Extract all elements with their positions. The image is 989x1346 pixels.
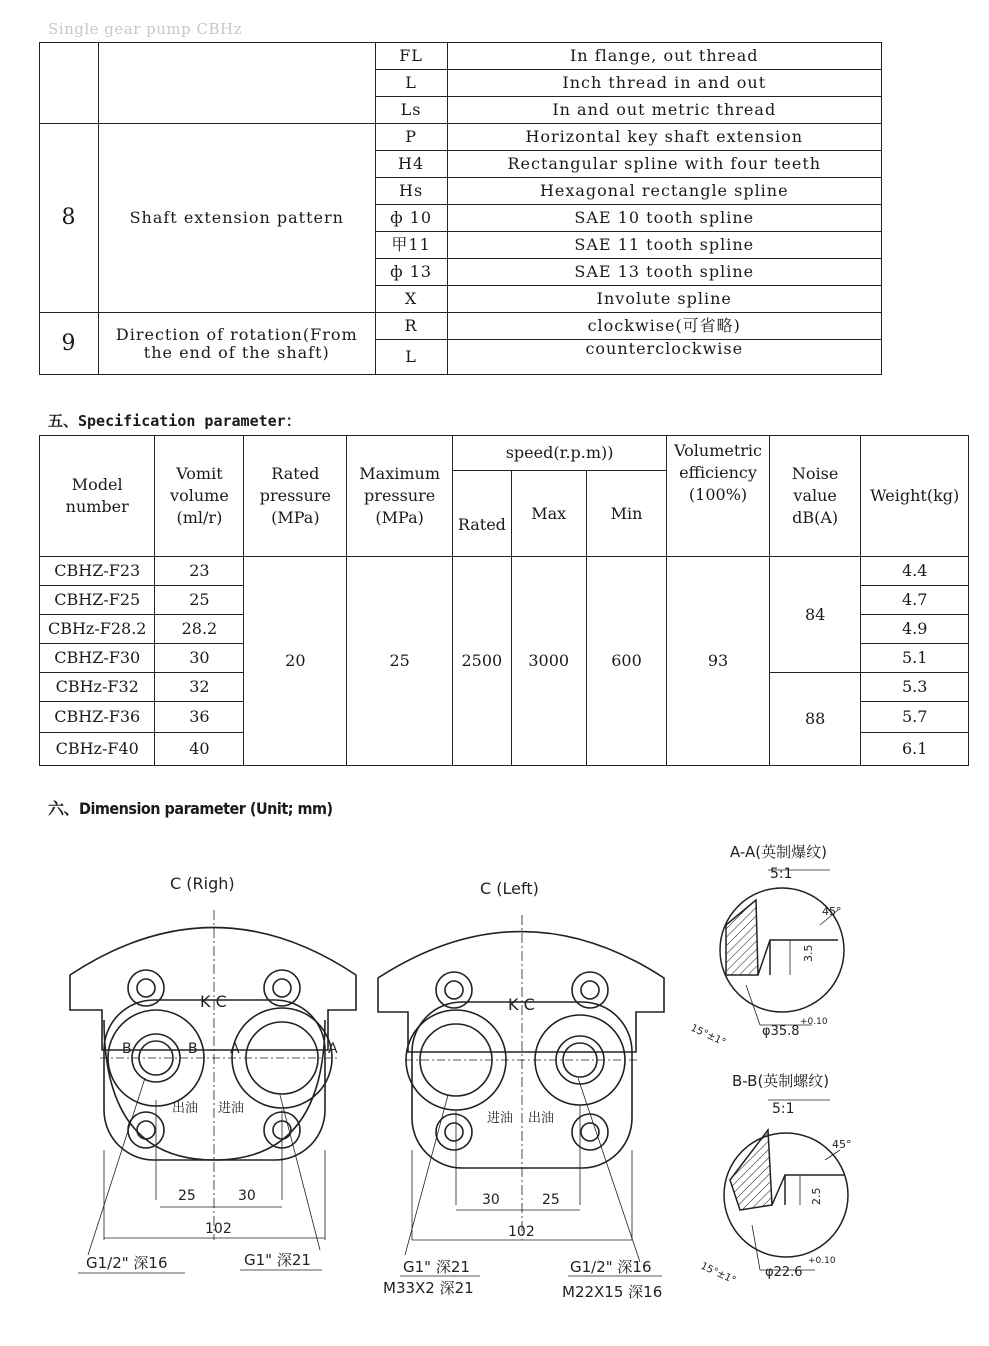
section-bb-labels	[699, 1072, 852, 1287]
spec-table	[39, 435, 969, 766]
dim-label: 30	[238, 1188, 256, 1204]
code-cell: R	[375, 313, 447, 340]
code-cell: 甲11	[375, 232, 447, 259]
section-aa	[720, 870, 844, 1025]
header-speed-min: Min	[586, 471, 667, 557]
code-cell: L	[375, 70, 447, 97]
right-view	[70, 874, 356, 1273]
weight-cell: 6.1	[861, 733, 969, 766]
rated-pressure-cell: 20	[244, 557, 347, 766]
b-label: B	[188, 1041, 198, 1057]
group-label: Shaft extension pattern	[98, 124, 375, 313]
volume-cell: 36	[155, 702, 244, 733]
dimension-section-title: 六、Dimension parameter (Unit; mm)	[48, 799, 333, 818]
noise-cell: 84	[769, 557, 861, 673]
header-max-pressure: Maximum pressure (MPa)	[347, 436, 453, 557]
desc-cell: In and out metric thread	[447, 97, 881, 124]
section-scale: 5:1	[772, 1101, 795, 1117]
weight-cell: 4.7	[861, 586, 969, 615]
model-cell: CBHz-F40	[40, 733, 155, 766]
desc-cell: Rectangular spline with four teeth	[447, 151, 881, 178]
spec-section-title: 五、Specification parameter：	[48, 412, 301, 430]
dim-label: 25	[178, 1188, 196, 1204]
port-label: G1/2" 深16	[570, 1258, 652, 1276]
tol-label: +0.10	[808, 1256, 836, 1266]
desc-cell: SAE 11 tooth spline	[447, 232, 881, 259]
weight-cell: 5.7	[861, 702, 969, 733]
code-cell: L	[375, 340, 447, 375]
group-number: 9	[40, 313, 99, 375]
out-oil-label: 出油	[528, 1111, 555, 1126]
dia-label: φ35.8	[762, 1024, 800, 1039]
weight-cell: 5.1	[861, 644, 969, 673]
volume-cell: 28.2	[155, 615, 244, 644]
volume-cell: 32	[155, 673, 244, 702]
code-cell: ф 10	[375, 205, 447, 232]
b-label: B	[122, 1041, 132, 1057]
code-cell: Hs	[375, 178, 447, 205]
port-label: G1/2" 深16	[86, 1254, 168, 1272]
angle-label: 45°	[832, 1138, 852, 1151]
header-note: Single gear pump CBHz	[48, 20, 242, 38]
desc-cell: counterclockwise	[447, 340, 881, 375]
desc-cell: Inch thread in and out	[447, 70, 881, 97]
tol-label: +0.10	[800, 1017, 828, 1027]
noise-cell: 88	[769, 673, 861, 766]
speed-max-cell: 3000	[511, 557, 586, 766]
dimension-drawing	[0, 820, 989, 1320]
kc-label: K C	[200, 992, 227, 1011]
section-aa-labels	[689, 843, 842, 1049]
right-view-title: C (Righ)	[170, 874, 235, 893]
section-title: A-A(英制爆纹)	[730, 843, 827, 861]
desc-cell: SAE 10 tooth spline	[447, 205, 881, 232]
model-cell: CBHZ-F30	[40, 644, 155, 673]
in-oil-label: 进油	[487, 1111, 514, 1126]
kc-label: K C	[508, 995, 535, 1014]
group-number: 8	[40, 124, 99, 313]
section-bb	[724, 1100, 848, 1270]
model-cell: CBHZ-F23	[40, 557, 155, 586]
code-cell: ф 13	[375, 259, 447, 286]
dim-label: 102	[508, 1224, 535, 1240]
left-view-title: C (Left)	[480, 879, 539, 898]
volume-cell: 23	[155, 557, 244, 586]
a-label: A	[230, 1041, 240, 1057]
max-pressure-cell: 25	[347, 557, 453, 766]
header-speed: speed(r.p.m))	[453, 436, 667, 471]
depth-label: 2.5	[810, 1187, 823, 1205]
code-cell: Ls	[375, 97, 447, 124]
group-label: Direction of rotation(From the end of the shaft)	[98, 313, 375, 375]
volume-cell: 30	[155, 644, 244, 673]
vol-eff-cell: 93	[667, 557, 770, 766]
in-oil-label: 进油	[218, 1101, 245, 1116]
header-rated-pressure: Rated pressure (MPa)	[244, 436, 347, 557]
desc-cell: Involute spline	[447, 286, 881, 313]
volume-cell: 40	[155, 733, 244, 766]
code-cell: X	[375, 286, 447, 313]
header-speed-rated: Rated	[453, 471, 512, 557]
speed-min-cell: 600	[586, 557, 667, 766]
desc-cell: Horizontal key shaft extension	[447, 124, 881, 151]
weight-cell: 4.9	[861, 615, 969, 644]
code-cell: FL	[375, 43, 447, 70]
port-label: M22X15 深16	[562, 1283, 663, 1301]
header-model: Model number	[40, 436, 155, 557]
shaft-table	[39, 42, 882, 375]
dia-label: φ22.6	[765, 1265, 803, 1280]
weight-cell: 4.4	[861, 557, 969, 586]
desc-cell: clockwise(可省略)	[447, 313, 881, 340]
model-cell: CBHZ-F25	[40, 586, 155, 615]
header-noise: Noise value dB(A)	[769, 436, 861, 557]
code-cell: P	[375, 124, 447, 151]
header-weight: Weight(kg)	[861, 436, 969, 557]
chamfer-label: 15°±1°	[698, 1260, 738, 1287]
a-label: A	[328, 1041, 338, 1057]
left-view	[378, 879, 664, 1276]
blank-cell	[98, 43, 375, 124]
dim-label: 25	[542, 1192, 560, 1208]
desc-cell: In flange, out thread	[447, 43, 881, 70]
model-cell: CBHz-F28.2	[40, 615, 155, 644]
weight-cell: 5.3	[861, 673, 969, 702]
dim-label: 30	[482, 1192, 500, 1208]
port-label: G1" 深21	[244, 1251, 311, 1269]
port-label: M33X2 深21	[383, 1279, 474, 1297]
angle-label: 45°	[822, 905, 842, 918]
desc-cell: Hexagonal rectangle spline	[447, 178, 881, 205]
header-speed-max: Max	[511, 471, 586, 557]
depth-label: 3.5	[802, 944, 815, 962]
desc-cell: SAE 13 tooth spline	[447, 259, 881, 286]
speed-rated-cell: 2500	[453, 557, 512, 766]
section-scale: 5:1	[770, 866, 793, 882]
dim-label: 102	[205, 1221, 232, 1237]
blank-cell	[40, 43, 99, 124]
section-title: B-B(英制螺纹)	[732, 1072, 830, 1090]
out-oil-label: 出油	[172, 1101, 199, 1116]
model-cell: CBHZ-F36	[40, 702, 155, 733]
model-cell: CBHz-F32	[40, 673, 155, 702]
header-vomit: Vomit volume (ml/r)	[155, 436, 244, 557]
chamfer-label: 15°±1°	[688, 1022, 728, 1049]
volume-cell: 25	[155, 586, 244, 615]
header-vol-eff: Volumetric efficiency (100%)	[667, 436, 770, 557]
port-label: G1" 深21	[403, 1258, 470, 1276]
code-cell: H4	[375, 151, 447, 178]
